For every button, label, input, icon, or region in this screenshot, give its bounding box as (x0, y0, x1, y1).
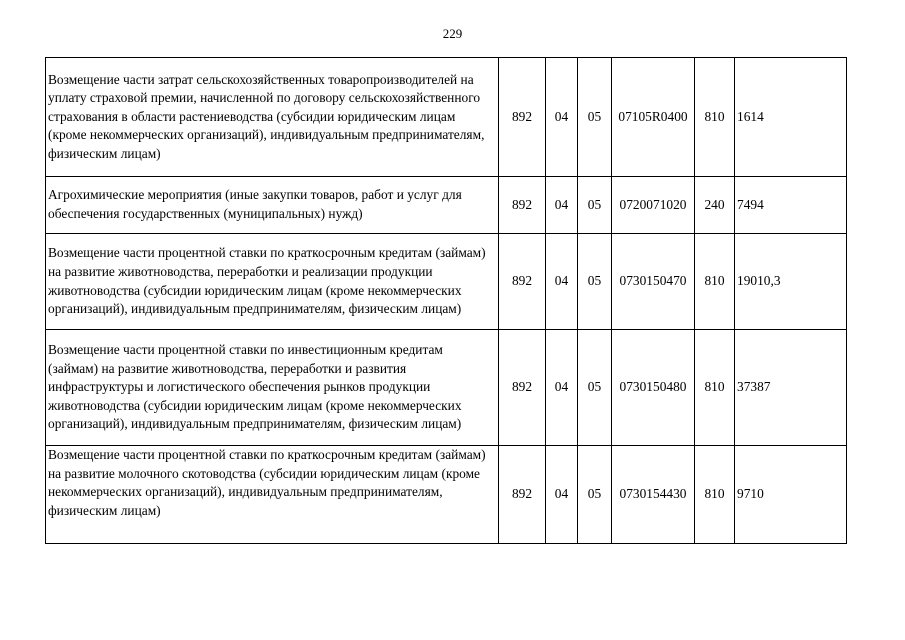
ministry-code: 892 (499, 177, 546, 234)
target-code: 07105R0400 (612, 58, 695, 177)
budget-table (45, 57, 847, 544)
target-code: 0720071020 (612, 177, 695, 234)
section-code: 04 (546, 58, 578, 177)
row-description: Агрохимические мероприятия (иные закупки товаров, работ и услуг для обеспечения государственных (муниципальных) нужд) (46, 177, 499, 234)
table-row (46, 446, 847, 544)
expense-type-code: 810 (695, 446, 735, 544)
amount: 37387 (735, 330, 847, 446)
row-description: Возмещение части процентной ставки по инвестиционным кредитам (займам) на развитие животноводства, переработки и развития инфраструктуры и логистического обеспечения рынков продукции животноводства (субсидии юридическим лицам (кроме некоммерческих организаций), индивидуальным предпринимателям, физическим лицам) (46, 330, 499, 446)
table-row (46, 234, 847, 330)
expense-type-code: 810 (695, 234, 735, 330)
table-row (46, 330, 847, 446)
ministry-code: 892 (499, 446, 546, 544)
section-code: 04 (546, 177, 578, 234)
amount: 19010,3 (735, 234, 847, 330)
table-row (46, 58, 847, 177)
amount: 1614 (735, 58, 847, 177)
section-code: 04 (546, 330, 578, 446)
amount: 9710 (735, 446, 847, 544)
subsection-code: 05 (578, 234, 612, 330)
section-code: 04 (546, 234, 578, 330)
expense-type-code: 810 (695, 58, 735, 177)
ministry-code: 892 (499, 58, 546, 177)
page-number: 229 (442, 26, 463, 41)
amount: 7494 (735, 177, 847, 234)
expense-type-code: 810 (695, 330, 735, 446)
row-description: Возмещение части затрат сельскохозяйственных товаропроизводителей на уплату страховой премии, начисленной по договору сельскохозяйственного страхования в области растениеводства (субсидии юридическим лицам (кроме некоммерческих организаций), индивидуальным предпринимателям, физическим лицам) (46, 58, 499, 177)
subsection-code: 05 (578, 58, 612, 177)
subsection-code: 05 (578, 446, 612, 544)
table-row (46, 177, 847, 234)
target-code: 0730150480 (612, 330, 695, 446)
row-description: Возмещение части процентной ставки по краткосрочным кредитам (займам) на развитие молочного скотоводства (субсидии юридическим лицам (кроме некоммерческих организаций), индивидуальным предпринимателям, физическим лицам) (46, 446, 499, 544)
target-code: 0730150470 (612, 234, 695, 330)
subsection-code: 05 (578, 177, 612, 234)
ministry-code: 892 (499, 330, 546, 446)
row-description: Возмещение части процентной ставки по краткосрочным кредитам (займам) на развитие животноводства, переработки и реализации продукции животноводства (субсидии юридическим лицам (кроме некоммерческих организаций), индивидуальным предпринимателям, физическим лицам) (46, 234, 499, 330)
subsection-code: 05 (578, 330, 612, 446)
ministry-code: 892 (499, 234, 546, 330)
expense-type-code: 240 (695, 177, 735, 234)
section-code: 04 (546, 446, 578, 544)
target-code: 0730154430 (612, 446, 695, 544)
